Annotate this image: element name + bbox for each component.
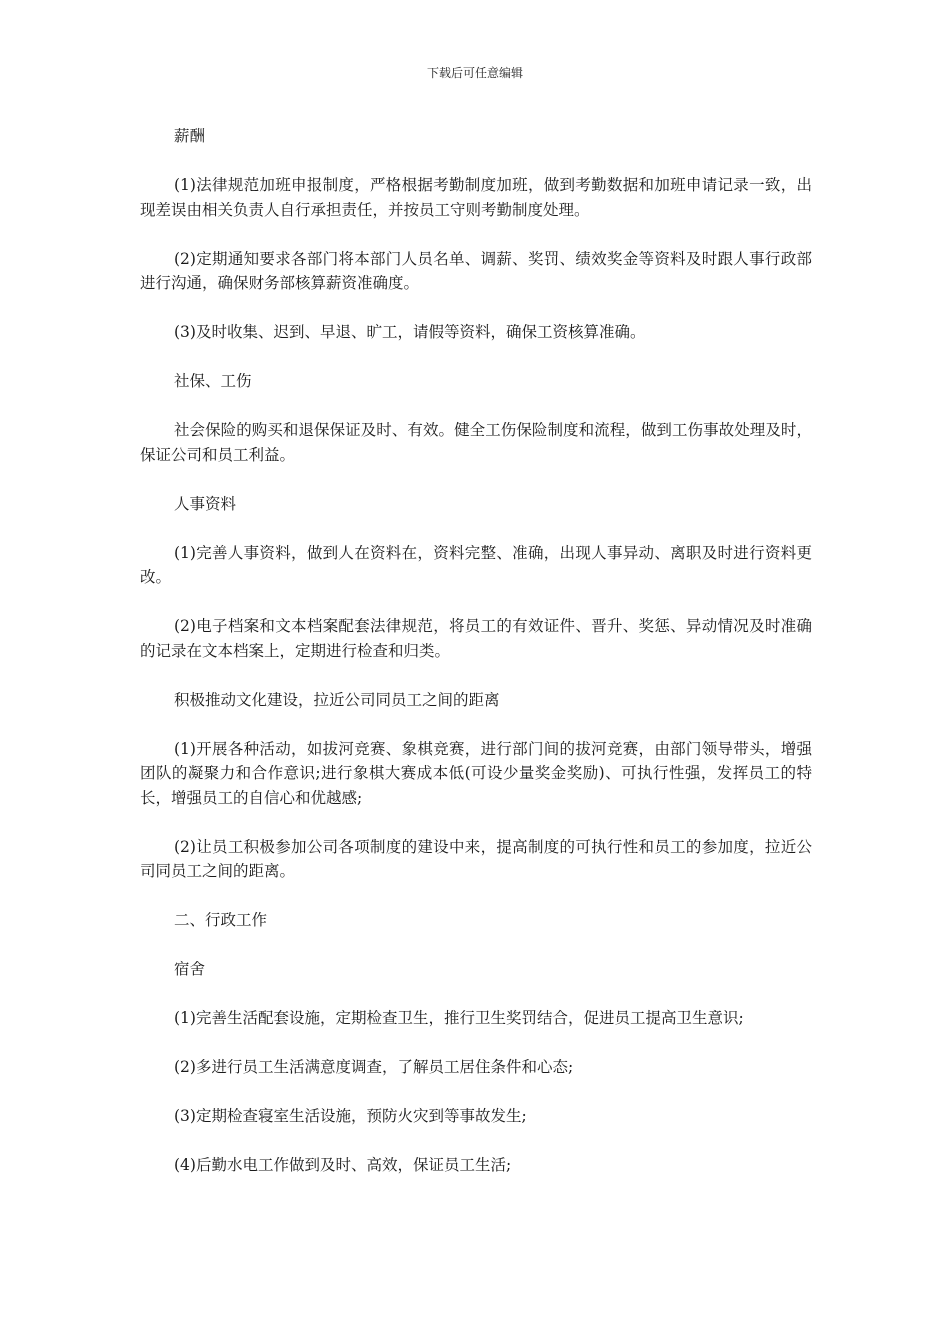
paragraph: (3)及时收集、迟到、早退、旷工，请假等资料，确保工资核算准确。 — [174, 323, 646, 341]
paragraph: (1)开展各种活动，如拔河竞赛、象棋竞赛，进行部门间的拔河竞赛，由部门领导带头，增强团队的凝聚力和合作意识;进行象棋大赛成本低(可设少量奖金奖励)、可执行性强，发挥员工的特长，增强员工的自信心和优越感; — [140, 739, 812, 807]
paragraph: (1)完善生活配套设施，定期检查卫生，推行卫生奖罚结合，促进员工提高卫生意识; — [174, 1009, 744, 1027]
section-heading-social-insurance: 社保、工伤 — [174, 372, 252, 390]
section-heading-dormitory: 宿舍 — [174, 960, 206, 978]
section-heading-salary: 薪酬 — [174, 127, 206, 145]
paragraph: (1)完善人事资料，做到人在资料在，资料完整、准确，出现人事异动、离职及时进行资料更改。 — [140, 543, 812, 586]
paragraph: (4)后勤水电工作做到及时、高效，保证员工生活; — [174, 1156, 512, 1174]
paragraph: (2)定期通知要求各部门将本部门人员名单、调薪、奖罚、绩效奖金等资料及时跟人事行政部进行沟通，确保财务部核算薪资准确度。 — [140, 249, 812, 292]
paragraph: (2)多进行员工生活满意度调查，了解员工居住条件和心态; — [174, 1058, 574, 1076]
paragraph: 社会保险的购买和退保保证及时、有效。健全工伤保险制度和流程，做到工伤事故处理及时，保证公司和员工利益。 — [140, 421, 812, 464]
paragraph: (3)定期检查寝室生活设施，预防火灾到等事故发生; — [174, 1107, 527, 1125]
section-heading-culture: 积极推动文化建设，拉近公司同员工之间的距离 — [174, 690, 500, 709]
paragraph: (2)让员工积极参加公司各项制度的建设中来，提高制度的可执行性和员工的参加度，拉近公司同员工之间的距离。 — [140, 837, 812, 880]
section-heading-personnel-records: 人事资料 — [174, 494, 237, 513]
page-header: 下载后可任意编辑 — [426, 66, 523, 80]
document-body — [140, 124, 812, 1202]
paragraph: (2)电子档案和文本档案配套法律规范，将员工的有效证件、晋升、奖惩、异动情况及时准确的记录在文本档案上，定期进行检查和归类。 — [140, 617, 812, 660]
paragraph: (1)法律规范加班申报制度，严格根据考勤制度加班，做到考勤数据和加班申请记录一致，出现差误由相关负责人自行承担责任，并按员工守则考勤制度处理。 — [140, 176, 812, 219]
section-heading-admin-work: 二、行政工作 — [174, 911, 268, 929]
